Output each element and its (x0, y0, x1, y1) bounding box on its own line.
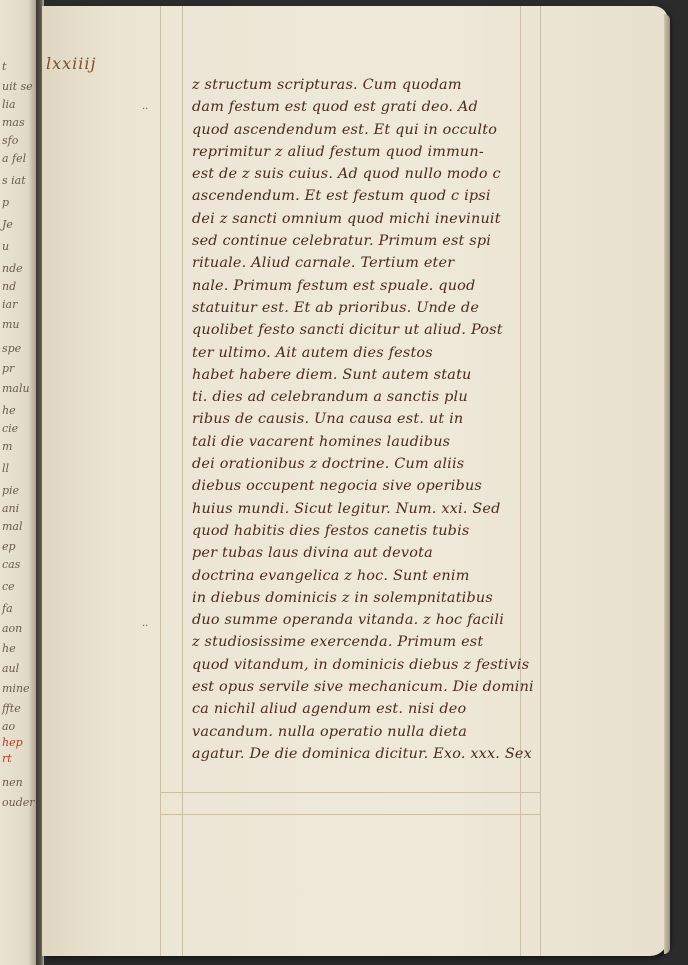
facing-page-text-fragment: cie (2, 422, 19, 435)
facing-page-text-fragment: aul (2, 662, 20, 675)
text-line: doctrina evangelica z hoc. Sunt enim (192, 567, 470, 584)
ruling-line-bottom-2 (160, 814, 540, 815)
folio-number: lxxiiij (46, 54, 97, 73)
margin-mark: .. (142, 101, 149, 112)
text-line: vacandum. nulla operatio nulla dieta (192, 723, 468, 740)
facing-page-text-fragment: lia (2, 98, 16, 111)
facing-page-text-fragment: mas (2, 116, 25, 129)
facing-page-text-fragment: rt (2, 752, 12, 765)
facing-page-text-fragment: nen (2, 776, 23, 789)
facing-page-text-fragment: Je (2, 218, 13, 231)
facing-page-edge (0, 0, 40, 965)
text-line: ribus de causis. Una causa est. ut in (192, 411, 464, 428)
facing-page-text-fragment: mu (2, 318, 20, 331)
facing-page-text-fragment: hep (2, 736, 23, 749)
facing-page-text-fragment: pr (2, 362, 15, 375)
text-line: quod ascendendum est. Et qui in occulto (192, 121, 498, 138)
text-line: duo summe operanda vitanda. z hoc facili (192, 612, 505, 629)
facing-page-text-fragment: nde (2, 262, 23, 275)
text-line: sed continue celebratur. Primum est spi (192, 233, 492, 250)
facing-page-text-fragment: ep (2, 540, 16, 553)
facing-page-text-fragment: ce (2, 580, 15, 593)
facing-page-text-fragment: t (2, 60, 7, 73)
facing-page-text-fragment: nd (2, 280, 17, 293)
facing-page-text-fragment: u (2, 240, 10, 253)
facing-page-text-fragment: a fel (2, 152, 27, 165)
text-line: quolibet festo sancti dicitur ut aliud. Post (192, 322, 503, 339)
text-line: per tubas laus divina aut devota (192, 545, 433, 562)
text-line: est opus servile sive mechanicum. Die domini (192, 679, 534, 696)
facing-page-text-fragment: sfo (2, 134, 19, 147)
facing-page-text-fragment: mal (2, 520, 23, 533)
facing-page-text-fragment: s iat (2, 174, 26, 187)
facing-page-text-fragment: m (2, 440, 13, 453)
facing-page-text-fragment: ffte (2, 702, 21, 715)
text-line: ti. dies ad celebrandum a sanctis plu (192, 389, 468, 406)
facing-page-text-fragment: uit se (2, 80, 33, 93)
ruling-line-right-outer (540, 6, 541, 956)
text-line: rituale. Aliud carnale. Tertium eter (192, 255, 455, 272)
facing-page-text-fragment: he (2, 404, 16, 417)
text-line: est de z suis cuius. Ad quod nullo modo c (192, 166, 501, 183)
facing-page-text-fragment: pie (2, 484, 20, 497)
text-line: statuitur est. Et ab prioribus. Unde de (192, 299, 480, 316)
facing-page-text-fragment: spe (2, 342, 22, 355)
text-line: reprimitur z aliud festum quod immun- (192, 143, 484, 160)
facing-page-text-fragment: ani (2, 502, 20, 515)
text-line: nale. Primum festum est spuale. quod (192, 277, 476, 294)
facing-page-text-fragment: ouder (2, 796, 35, 809)
facing-page-text-fragment: he (2, 642, 16, 655)
text-line: ca nichil aliud agendum est. nisi deo (192, 701, 467, 718)
facing-page-text-fragment: p (2, 196, 10, 209)
ruling-line-bottom (160, 792, 540, 793)
facing-page-text-fragment: mine (2, 682, 30, 695)
text-line: ascendendum. Et est festum quod c ipsi (192, 188, 491, 205)
facing-page-text-fragment: iar (2, 298, 18, 311)
text-line: habet habere diem. Sunt autem statu (192, 366, 472, 383)
text-line: ter ultimo. Ait autem dies festos (192, 344, 433, 361)
text-line: tali die vacarent homines laudibus (192, 433, 451, 450)
text-line: dei orationibus z doctrine. Cum aliis (192, 456, 465, 473)
manuscript-page (42, 6, 668, 956)
facing-page-text-fragment: malu (2, 382, 30, 395)
text-block (192, 74, 537, 765)
text-line: agatur. De die dominica dicitur. Exo. xxx. Sex (192, 745, 532, 762)
text-line: z studiosissime exercenda. Primum est (192, 634, 484, 651)
text-line: z structum scripturas. Cum quodam (192, 77, 462, 93)
page-fore-edge (664, 14, 670, 954)
facing-page-text-fragment: aon (2, 622, 23, 635)
text-line: quod vitandum, in dominicis diebus z festivis (192, 656, 530, 673)
facing-page-text-fragment: cas (2, 558, 21, 571)
facing-page-text-fragment: fa (2, 602, 13, 615)
text-line: dam festum est quod est grati deo. Ad (192, 99, 478, 116)
facing-page-text-fragment: ao (2, 720, 16, 733)
text-line: diebus occupent negocia sive operibus (192, 478, 482, 495)
margin-mark: .. (142, 618, 149, 629)
text-line: quod habitis dies festos canetis tubis (192, 522, 470, 539)
facing-page-text-fragment: ll (2, 462, 10, 475)
text-line: in diebus dominicis z in solempnitatibus (192, 589, 493, 606)
text-line: huius mundi. Sicut legitur. Num. xxi. Sed (192, 500, 501, 517)
text-line: dei z sancti omnium quod michi inevinuit (192, 210, 501, 227)
